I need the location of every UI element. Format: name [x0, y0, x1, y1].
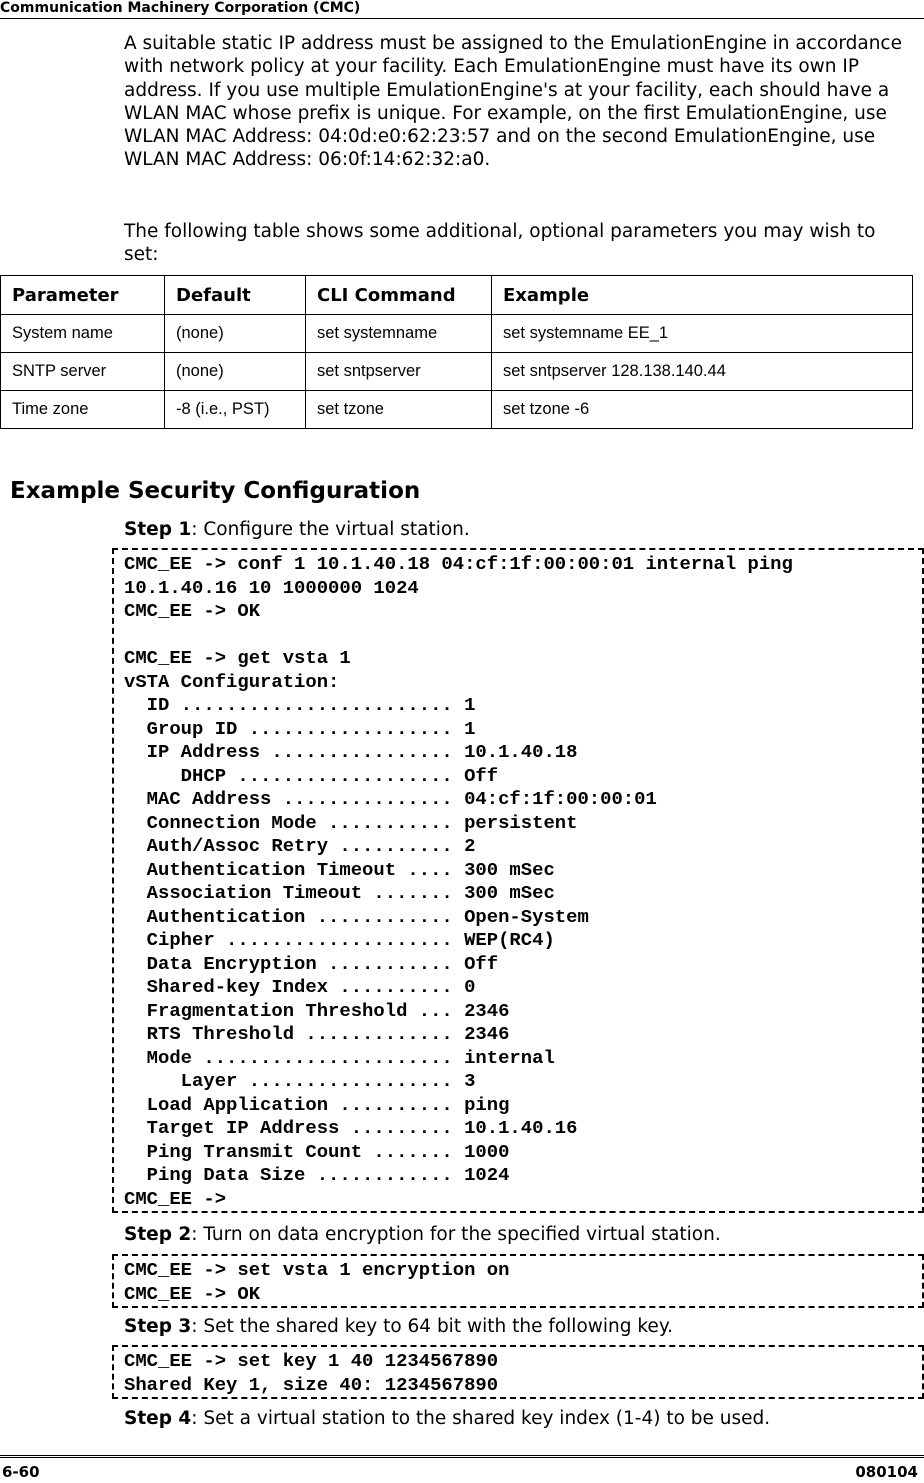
table-cell: (none): [165, 315, 306, 353]
table-cell: set tzone -6: [492, 391, 913, 429]
table-cell: System name: [1, 315, 165, 353]
code-line: Shared-key Index .......... 0: [124, 976, 476, 998]
code-line: Auth/Assoc Retry .......... 2: [124, 835, 476, 857]
page-number: 6-60: [2, 1463, 40, 1481]
code-line: CMC_EE -> OK: [124, 1282, 261, 1305]
code-line: Group ID .................. 1: [124, 717, 476, 740]
step-label: Step 4: [124, 1408, 192, 1429]
step-1: [124, 519, 470, 541]
step-2: [124, 1224, 721, 1246]
table-row: [1, 315, 913, 353]
code-line: IP Address ................ 10.1.40.18: [124, 741, 578, 763]
section-title: Example Security Configuration: [10, 478, 421, 504]
column-header-parameter: Parameter: [1, 276, 165, 315]
code-line: Ping Data Size ............ 1024: [124, 1164, 510, 1186]
code-line: 10.1.40.16 10 1000000 1024: [124, 576, 419, 599]
table-cell: set systemname: [306, 315, 492, 353]
table-cell: set systemname EE_1: [492, 315, 913, 353]
table-header-row: [1, 276, 913, 315]
document-id: 080104: [855, 1463, 918, 1481]
code-line: Authentication ............ Open-System: [124, 905, 589, 928]
code-line: Shared Key 1, size 40: 1234567890: [124, 1373, 499, 1396]
step-label: Step 1: [124, 519, 192, 540]
step-text: : Set the shared key to 64 bit with the following key.: [191, 1316, 674, 1337]
optional-parameters-table: [0, 275, 913, 429]
code-block-1: [112, 548, 924, 1213]
table-intro-paragraph: The following table shows some additional, optional parameters you may wish to set:: [124, 221, 876, 266]
code-line: RTS Threshold ............. 2346: [124, 1023, 510, 1045]
code-line: Load Application .......... ping: [124, 1093, 510, 1116]
code-line: Layer .................. 3: [124, 1070, 476, 1092]
code-line: CMC_EE -> conf 1 10.1.40.18 04:cf:1f:00:00:01 internal ping: [124, 553, 793, 575]
code-line: Data Encryption ........... Off: [124, 952, 499, 975]
code-line: CMC_EE -> OK: [124, 600, 261, 622]
step-label: Step 3: [124, 1316, 192, 1337]
step-text: : Set a virtual station to the shared key index (1-4) to be used.: [191, 1408, 771, 1429]
table-cell: Time zone: [1, 391, 165, 429]
code-line: CMC_EE -> set vsta 1 encryption on: [124, 1259, 510, 1281]
code-line: Cipher .................... WEP(RC4): [124, 929, 555, 951]
step-text: : Turn on data encryption for the specified virtual station.: [191, 1224, 721, 1245]
code-line: Association Timeout ....... 300 mSec: [124, 882, 555, 904]
code-block-3: [112, 1345, 924, 1399]
table-row: [1, 353, 913, 391]
code-line: Authentication Timeout .... 300 mSec: [124, 858, 555, 881]
code-line: Target IP Address ......... 10.1.40.16: [124, 1117, 578, 1139]
column-header-cli-command: CLI Command: [306, 276, 492, 315]
step-4: [124, 1408, 770, 1430]
code-line: MAC Address ............... 04:cf:1f:00:00:01: [124, 788, 657, 810]
code-line: Fragmentation Threshold ... 2346: [124, 999, 510, 1022]
code-line: CMC_EE -> set key 1 40 1234567890: [124, 1350, 499, 1372]
column-header-default: Default: [165, 276, 306, 315]
table-cell: -8 (i.e., PST): [165, 391, 306, 429]
table-cell: SNTP server: [1, 353, 165, 391]
code-line: Connection Mode ........... persistent: [124, 811, 578, 834]
table-cell: set sntpserver 128.138.140.44: [492, 353, 913, 391]
page-footer: [0, 1455, 924, 1483]
column-header-example: Example: [492, 276, 913, 315]
page-header: [0, 0, 924, 19]
code-line: CMC_EE -> get vsta 1: [124, 647, 351, 669]
code-line: DHCP ................... Off: [124, 764, 499, 787]
code-line: ID ........................ 1: [124, 694, 476, 716]
header-title: Communication Machinery Corporation (CMC): [0, 0, 361, 16]
table-row: [1, 391, 913, 429]
table-cell: (none): [165, 353, 306, 391]
step-3: [124, 1316, 673, 1338]
code-line: [124, 624, 922, 648]
step-label: Step 2: [124, 1224, 192, 1245]
intro-paragraph: A suitable static IP address must be assigned to the EmulationEngine in accordance with network policy at your facility. Each EmulationEngine must have its own IP address. If you use multiple EmulationEngine's at your facility, each should have a WLAN MAC whose prefix is unique. For example, on the first EmulationEngine, use WLAN MAC Address: 04:0d:e0:62:23:57 and on the second EmulationEngine, use WLAN MAC Address: 06:0f:14:62:32:a0.: [124, 33, 902, 171]
code-block-2: [112, 1254, 924, 1308]
code-line: vSTA Configuration:: [124, 670, 340, 693]
code-line: Mode ...................... internal: [124, 1046, 555, 1069]
code-line: CMC_EE ->: [124, 1187, 227, 1210]
code-line: Ping Transmit Count ....... 1000: [124, 1140, 510, 1163]
step-text: : Configure the virtual station.: [191, 519, 470, 540]
table-cell: set sntpserver: [306, 353, 492, 391]
table-cell: set tzone: [306, 391, 492, 429]
